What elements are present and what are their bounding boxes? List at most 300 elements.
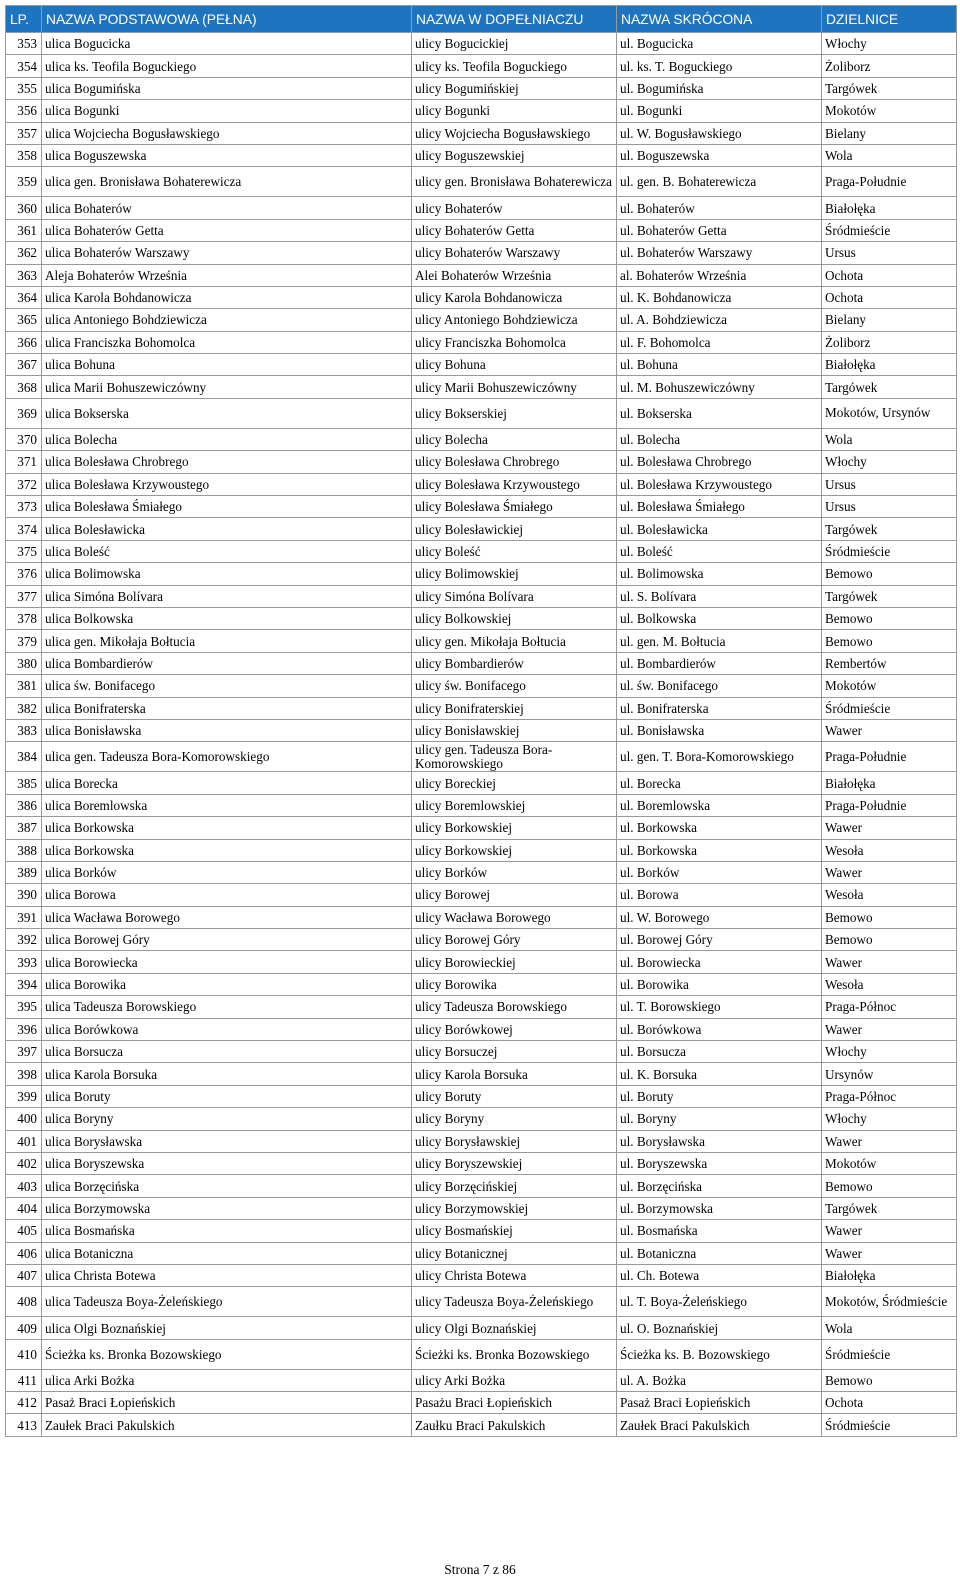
name-genitive-cell: ulicy gen. Mikołaja Bołtucia — [412, 630, 617, 652]
name-genitive-cell: ulicy Wacława Borowego — [412, 906, 617, 928]
row-number: 378 — [6, 607, 42, 629]
name-short-cell: ul. M. Bohuszewiczówny — [617, 376, 822, 398]
district-cell: Wawer — [822, 719, 957, 741]
name-full-cell: ulica Borków — [42, 861, 412, 883]
district-cell: Ursynów — [822, 1063, 957, 1085]
district-cell: Włochy — [822, 451, 957, 473]
name-genitive-cell: ulicy Boruty — [412, 1085, 617, 1107]
district-cell: Rembertów — [822, 652, 957, 674]
table-row — [6, 1287, 957, 1317]
table-row — [6, 55, 957, 77]
row-number: 366 — [6, 331, 42, 353]
name-genitive-cell: ulicy Arki Bożka — [412, 1369, 617, 1391]
header-district: DZIELNICE — [822, 6, 957, 33]
name-full-cell: ulica Bombardierów — [42, 652, 412, 674]
name-full-cell: ulica Bohaterów Getta — [42, 219, 412, 241]
district-cell: Praga-Południe — [822, 742, 957, 772]
name-full-cell: ulica Bolimowska — [42, 563, 412, 585]
name-short-cell: ul. Botaniczna — [617, 1242, 822, 1264]
district-cell: Ursus — [822, 473, 957, 495]
district-cell: Wawer — [822, 861, 957, 883]
name-genitive-cell: Zaułku Braci Pakulskich — [412, 1414, 617, 1436]
name-genitive-cell: ulicy Borowej Góry — [412, 929, 617, 951]
table-row — [6, 1339, 957, 1369]
table-row — [6, 331, 957, 353]
name-full-cell: ulica Christa Botewa — [42, 1264, 412, 1286]
name-genitive-cell: ulicy Bogunki — [412, 100, 617, 122]
district-cell: Wesoła — [822, 884, 957, 906]
table-row — [6, 585, 957, 607]
name-full-cell: ulica Franciszka Bohomolca — [42, 331, 412, 353]
name-short-cell: ul. Bohaterów Getta — [617, 219, 822, 241]
row-number: 379 — [6, 630, 42, 652]
name-full-cell: ulica Tadeusza Boya-Żeleńskiego — [42, 1287, 412, 1317]
name-short-cell: ul. Borkowska — [617, 817, 822, 839]
page-number: Strona 7 z 86 — [444, 1562, 516, 1577]
district-cell: Śródmieście — [822, 697, 957, 719]
district-cell: Wola — [822, 428, 957, 450]
row-number: 369 — [6, 398, 42, 428]
row-number: 397 — [6, 1041, 42, 1063]
header-lp: LP. — [6, 6, 42, 33]
district-cell: Włochy — [822, 1041, 957, 1063]
table-row — [6, 1369, 957, 1391]
name-genitive-cell: ulicy Borkowskiej — [412, 839, 617, 861]
name-genitive-cell: ulicy Wojciecha Bogusławskiego — [412, 122, 617, 144]
table-row — [6, 167, 957, 197]
name-genitive-cell: ulicy Bolesławickiej — [412, 518, 617, 540]
table-row — [6, 77, 957, 99]
district-cell: Śródmieście — [822, 219, 957, 241]
name-short-cell: ul. W. Bogusławskiego — [617, 122, 822, 144]
name-short-cell: ul. św. Bonifacego — [617, 675, 822, 697]
row-number: 373 — [6, 496, 42, 518]
name-short-cell: ul. Bolecha — [617, 428, 822, 450]
name-genitive-cell: ulicy Bohaterów — [412, 197, 617, 219]
row-number: 382 — [6, 697, 42, 719]
row-number: 368 — [6, 376, 42, 398]
name-genitive-cell: ulicy Bonifraterskiej — [412, 697, 617, 719]
table-row — [6, 772, 957, 794]
table-row — [6, 518, 957, 540]
name-genitive-cell: ulicy Bombardierów — [412, 652, 617, 674]
table-row — [6, 1018, 957, 1040]
district-cell: Mokotów — [822, 675, 957, 697]
district-cell: Ochota — [822, 264, 957, 286]
name-full-cell: ulica Bohuna — [42, 354, 412, 376]
name-short-cell: ul. Bonisławska — [617, 719, 822, 741]
name-genitive-cell: Ścieżki ks. Bronka Bozowskiego — [412, 1339, 617, 1369]
district-cell: Żoliborz — [822, 55, 957, 77]
name-full-cell: ulica Bogumińska — [42, 77, 412, 99]
name-genitive-cell: ulicy Borkowskiej — [412, 817, 617, 839]
name-genitive-cell: ulicy Boguszewskiej — [412, 144, 617, 166]
district-cell: Praga-Północ — [822, 1085, 957, 1107]
table-row — [6, 144, 957, 166]
name-full-cell: ulica Borzymowska — [42, 1197, 412, 1219]
table-row — [6, 906, 957, 928]
name-full-cell: ulica Wacława Borowego — [42, 906, 412, 928]
row-number: 394 — [6, 973, 42, 995]
name-short-cell: ul. gen. B. Bohaterewicza — [617, 167, 822, 197]
row-number: 362 — [6, 242, 42, 264]
name-full-cell: ulica gen. Tadeusza Bora-Komorowskiego — [42, 742, 412, 772]
district-cell: Ursus — [822, 496, 957, 518]
name-short-cell: ul. Bolkowska — [617, 607, 822, 629]
table-row — [6, 1108, 957, 1130]
name-genitive-cell: ulicy Bolesława Chrobrego — [412, 451, 617, 473]
row-number: 399 — [6, 1085, 42, 1107]
name-genitive-cell: Alei Bohaterów Września — [412, 264, 617, 286]
name-short-cell: ul. Borzymowska — [617, 1197, 822, 1219]
name-short-cell: Zaułek Braci Pakulskich — [617, 1414, 822, 1436]
name-short-cell: ul. Boryszewska — [617, 1152, 822, 1174]
district-cell: Bemowo — [822, 929, 957, 951]
table-row — [6, 607, 957, 629]
district-cell: Mokotów, Śródmieście — [822, 1287, 957, 1317]
name-short-cell: ul. T. Boya-Żeleńskiego — [617, 1287, 822, 1317]
name-full-cell: ulica Botaniczna — [42, 1242, 412, 1264]
name-genitive-cell: ulicy Bohuna — [412, 354, 617, 376]
name-short-cell: ul. O. Boznańskiej — [617, 1317, 822, 1339]
row-number: 388 — [6, 839, 42, 861]
district-cell: Wola — [822, 1317, 957, 1339]
table-row — [6, 197, 957, 219]
table-row — [6, 1041, 957, 1063]
district-cell: Wawer — [822, 1130, 957, 1152]
row-number: 413 — [6, 1414, 42, 1436]
district-cell: Bemowo — [822, 563, 957, 585]
name-full-cell: ulica Bohaterów Warszawy — [42, 242, 412, 264]
district-cell: Wawer — [822, 1018, 957, 1040]
name-full-cell: ulica Olgi Boznańskiej — [42, 1317, 412, 1339]
name-short-cell: ul. Bohuna — [617, 354, 822, 376]
table-row — [6, 473, 957, 495]
name-full-cell: Zaułek Braci Pakulskich — [42, 1414, 412, 1436]
row-number: 372 — [6, 473, 42, 495]
row-number: 360 — [6, 197, 42, 219]
row-number: 391 — [6, 906, 42, 928]
district-cell: Bielany — [822, 309, 957, 331]
name-full-cell: Ścieżka ks. Bronka Bozowskiego — [42, 1339, 412, 1369]
district-cell: Włochy — [822, 33, 957, 55]
district-cell: Żoliborz — [822, 331, 957, 353]
row-number: 363 — [6, 264, 42, 286]
row-number: 364 — [6, 286, 42, 308]
name-full-cell: ulica Bolkowska — [42, 607, 412, 629]
name-short-cell: ul. Bogumińska — [617, 77, 822, 99]
table-row — [6, 929, 957, 951]
name-full-cell: ulica Bohaterów — [42, 197, 412, 219]
district-cell: Praga-Południe — [822, 167, 957, 197]
name-genitive-cell: ulicy Bolkowskiej — [412, 607, 617, 629]
row-number: 392 — [6, 929, 42, 951]
name-short-cell: ul. S. Bolívara — [617, 585, 822, 607]
district-cell: Białołęka — [822, 1264, 957, 1286]
name-genitive-cell: ulicy Bohaterów Getta — [412, 219, 617, 241]
name-genitive-cell: ulicy Boleść — [412, 540, 617, 562]
name-full-cell: ulica Borowej Góry — [42, 929, 412, 951]
district-cell: Bielany — [822, 122, 957, 144]
row-number: 355 — [6, 77, 42, 99]
row-number: 410 — [6, 1339, 42, 1369]
district-cell: Włochy — [822, 1108, 957, 1130]
table-row — [6, 264, 957, 286]
district-cell: Białołęka — [822, 772, 957, 794]
name-genitive-cell: ulicy gen. Bronisława Bohaterewicza — [412, 167, 617, 197]
table-row — [6, 951, 957, 973]
name-full-cell: ulica Arki Bożka — [42, 1369, 412, 1391]
district-cell: Praga-Południe — [822, 794, 957, 816]
name-short-cell: ul. Borowej Góry — [617, 929, 822, 951]
table-row — [6, 1392, 957, 1414]
name-genitive-cell: ulicy Bolimowskiej — [412, 563, 617, 585]
district-cell: Białołęka — [822, 354, 957, 376]
name-full-cell: ulica Borowa — [42, 884, 412, 906]
table-row — [6, 861, 957, 883]
name-genitive-cell: ulicy Boremlowskiej — [412, 794, 617, 816]
district-cell: Śródmieście — [822, 540, 957, 562]
row-number: 380 — [6, 652, 42, 674]
row-number: 396 — [6, 1018, 42, 1040]
name-genitive-cell: ulicy Botanicznej — [412, 1242, 617, 1264]
row-number: 406 — [6, 1242, 42, 1264]
name-short-cell: ul. Boryny — [617, 1108, 822, 1130]
table-row — [6, 496, 957, 518]
name-genitive-cell: ulicy Bolecha — [412, 428, 617, 450]
name-genitive-cell: ulicy Borysławskiej — [412, 1130, 617, 1152]
table-row — [6, 1152, 957, 1174]
name-genitive-cell: ulicy Boreckiej — [412, 772, 617, 794]
table-row — [6, 794, 957, 816]
table-row — [6, 1220, 957, 1242]
name-genitive-cell: ulicy Franciszka Bohomolca — [412, 331, 617, 353]
row-number: 359 — [6, 167, 42, 197]
row-number: 390 — [6, 884, 42, 906]
name-full-cell: ulica św. Bonifacego — [42, 675, 412, 697]
name-full-cell: ulica Borowiecka — [42, 951, 412, 973]
name-full-cell: ulica Wojciecha Bogusławskiego — [42, 122, 412, 144]
district-cell: Targówek — [822, 77, 957, 99]
name-full-cell: ulica Antoniego Bohdziewicza — [42, 309, 412, 331]
row-number: 371 — [6, 451, 42, 473]
row-number: 393 — [6, 951, 42, 973]
name-genitive-cell: ulicy Tadeusza Boya-Żeleńskiego — [412, 1287, 617, 1317]
table-row — [6, 1130, 957, 1152]
header-name-short: NAZWA SKRÓCONA — [617, 6, 822, 33]
name-full-cell: ulica gen. Bronisława Bohaterewicza — [42, 167, 412, 197]
name-short-cell: ul. Borysławska — [617, 1130, 822, 1152]
name-short-cell: ul. Borzęcińska — [617, 1175, 822, 1197]
table-row — [6, 398, 957, 428]
name-genitive-cell: ulicy Bogucickiej — [412, 33, 617, 55]
row-number: 384 — [6, 742, 42, 772]
row-number: 404 — [6, 1197, 42, 1219]
name-short-cell: ul. Borowiecka — [617, 951, 822, 973]
table-row — [6, 884, 957, 906]
district-cell: Ursus — [822, 242, 957, 264]
name-short-cell: ul. Bolesławicka — [617, 518, 822, 540]
district-cell: Bemowo — [822, 630, 957, 652]
name-genitive-cell: Pasażu Braci Łopieńskich — [412, 1392, 617, 1414]
name-full-cell: ulica Tadeusza Borowskiego — [42, 996, 412, 1018]
name-short-cell: ul. Bolimowska — [617, 563, 822, 585]
name-short-cell: ul. Bombardierów — [617, 652, 822, 674]
district-cell: Ochota — [822, 286, 957, 308]
name-genitive-cell: ulicy Boryny — [412, 1108, 617, 1130]
row-number: 412 — [6, 1392, 42, 1414]
row-number: 375 — [6, 540, 42, 562]
name-short-cell: ul. Bolesława Śmiałego — [617, 496, 822, 518]
name-short-cell: ul. Borków — [617, 861, 822, 883]
name-short-cell: ul. W. Borowego — [617, 906, 822, 928]
name-short-cell: Ścieżka ks. B. Bozowskiego — [617, 1339, 822, 1369]
name-short-cell: Pasaż Braci Łopieńskich — [617, 1392, 822, 1414]
row-number: 401 — [6, 1130, 42, 1152]
district-cell: Śródmieście — [822, 1339, 957, 1369]
name-short-cell: ul. F. Bohomolca — [617, 331, 822, 353]
table-row — [6, 100, 957, 122]
name-full-cell: ulica Borecka — [42, 772, 412, 794]
name-full-cell: ulica Bosmańska — [42, 1220, 412, 1242]
name-genitive-cell: ulicy Borowieckiej — [412, 951, 617, 973]
table-row — [6, 1085, 957, 1107]
name-short-cell: ul. gen. T. Bora-Komorowskiego — [617, 742, 822, 772]
name-genitive-cell: ulicy ks. Teofila Boguckiego — [412, 55, 617, 77]
header-name-full: NAZWA PODSTAWOWA (PEŁNA) — [42, 6, 412, 33]
name-genitive-cell: ulicy Bokserskiej — [412, 398, 617, 428]
row-number: 376 — [6, 563, 42, 585]
name-full-cell: ulica Borzęcińska — [42, 1175, 412, 1197]
name-short-cell: ul. Bonifraterska — [617, 697, 822, 719]
name-full-cell: ulica Borówkowa — [42, 1018, 412, 1040]
name-full-cell: ulica Karola Bohdanowicza — [42, 286, 412, 308]
district-cell: Ochota — [822, 1392, 957, 1414]
table-row — [6, 242, 957, 264]
name-short-cell: ul. A. Bożka — [617, 1369, 822, 1391]
district-cell: Wawer — [822, 951, 957, 973]
name-short-cell: ul. Bohaterów — [617, 197, 822, 219]
name-full-cell: ulica Boruty — [42, 1085, 412, 1107]
district-cell: Białołęka — [822, 197, 957, 219]
table-row — [6, 1242, 957, 1264]
name-full-cell: ulica Bonifraterska — [42, 697, 412, 719]
name-short-cell: ul. Bolesława Chrobrego — [617, 451, 822, 473]
table-row — [6, 354, 957, 376]
name-genitive-cell: ulicy Bohaterów Warszawy — [412, 242, 617, 264]
name-genitive-cell: ulicy Tadeusza Borowskiego — [412, 996, 617, 1018]
name-short-cell: ul. gen. M. Bołtucia — [617, 630, 822, 652]
name-genitive-cell: ulicy Borzęcińskiej — [412, 1175, 617, 1197]
row-number: 377 — [6, 585, 42, 607]
name-full-cell: ulica Bolesława Śmiałego — [42, 496, 412, 518]
name-short-cell: ul. K. Bohdanowicza — [617, 286, 822, 308]
table-row — [6, 839, 957, 861]
name-full-cell: ulica Boremlowska — [42, 794, 412, 816]
table-body — [6, 33, 957, 1437]
name-full-cell: ulica ks. Teofila Boguckiego — [42, 55, 412, 77]
name-full-cell: ulica Borowika — [42, 973, 412, 995]
name-full-cell: Aleja Bohaterów Września — [42, 264, 412, 286]
name-full-cell: ulica Bolesława Krzywoustego — [42, 473, 412, 495]
district-cell: Targówek — [822, 518, 957, 540]
table-row — [6, 697, 957, 719]
table-row — [6, 428, 957, 450]
district-cell: Mokotów — [822, 1152, 957, 1174]
row-number: 409 — [6, 1317, 42, 1339]
name-short-cell: ul. T. Borowskiego — [617, 996, 822, 1018]
name-short-cell: ul. Bogucicka — [617, 33, 822, 55]
table-row — [6, 652, 957, 674]
row-number: 365 — [6, 309, 42, 331]
district-cell: Targówek — [822, 376, 957, 398]
table-row — [6, 1175, 957, 1197]
table-row — [6, 122, 957, 144]
name-genitive-cell: ulicy Borówkowej — [412, 1018, 617, 1040]
table-row — [6, 630, 957, 652]
table-row — [6, 563, 957, 585]
table-row — [6, 1317, 957, 1339]
district-cell: Wawer — [822, 817, 957, 839]
name-genitive-cell: ulicy Boryszewskiej — [412, 1152, 617, 1174]
table-row — [6, 1264, 957, 1286]
name-full-cell: ulica Bokserska — [42, 398, 412, 428]
district-cell: Wola — [822, 144, 957, 166]
row-number: 386 — [6, 794, 42, 816]
name-genitive-cell: ulicy Christa Botewa — [412, 1264, 617, 1286]
table-row — [6, 675, 957, 697]
name-short-cell: ul. Bosmańska — [617, 1220, 822, 1242]
table-row — [6, 451, 957, 473]
row-number: 367 — [6, 354, 42, 376]
name-genitive-cell: ulicy Bosmańskiej — [412, 1220, 617, 1242]
name-genitive-cell: ulicy Karola Borsuka — [412, 1063, 617, 1085]
name-genitive-cell: ulicy św. Bonifacego — [412, 675, 617, 697]
name-full-cell: ulica Simóna Bolívara — [42, 585, 412, 607]
name-full-cell: Pasaż Braci Łopieńskich — [42, 1392, 412, 1414]
name-short-cell: ul. Borowa — [617, 884, 822, 906]
table-header-row — [6, 6, 957, 33]
row-number: 403 — [6, 1175, 42, 1197]
name-short-cell: ul. Borkowska — [617, 839, 822, 861]
district-cell: Targówek — [822, 1197, 957, 1219]
name-full-cell: ulica Borysławska — [42, 1130, 412, 1152]
district-cell: Wawer — [822, 1242, 957, 1264]
name-short-cell: ul. Bokserska — [617, 398, 822, 428]
name-short-cell: ul. Borecka — [617, 772, 822, 794]
street-names-table — [5, 5, 957, 1437]
row-number: 383 — [6, 719, 42, 741]
row-number: 400 — [6, 1108, 42, 1130]
row-number: 370 — [6, 428, 42, 450]
name-full-cell: ulica Borkowska — [42, 839, 412, 861]
table-row — [6, 1063, 957, 1085]
name-genitive-cell: ulicy gen. Tadeusza Bora-Komorowskiego — [412, 742, 617, 772]
name-short-cell: ul. Boremlowska — [617, 794, 822, 816]
name-genitive-cell: ulicy Bolesława Krzywoustego — [412, 473, 617, 495]
district-cell: Mokotów — [822, 100, 957, 122]
row-number: 358 — [6, 144, 42, 166]
name-full-cell: ulica Marii Bohuszewiczówny — [42, 376, 412, 398]
district-cell: Wawer — [822, 1220, 957, 1242]
name-genitive-cell: ulicy Borowika — [412, 973, 617, 995]
name-full-cell: ulica Bogucicka — [42, 33, 412, 55]
name-genitive-cell: ulicy Bogumińskiej — [412, 77, 617, 99]
table-row — [6, 33, 957, 55]
row-number: 395 — [6, 996, 42, 1018]
district-cell: Mokotów, Ursynów — [822, 398, 957, 428]
name-full-cell: ulica Bonisławska — [42, 719, 412, 741]
